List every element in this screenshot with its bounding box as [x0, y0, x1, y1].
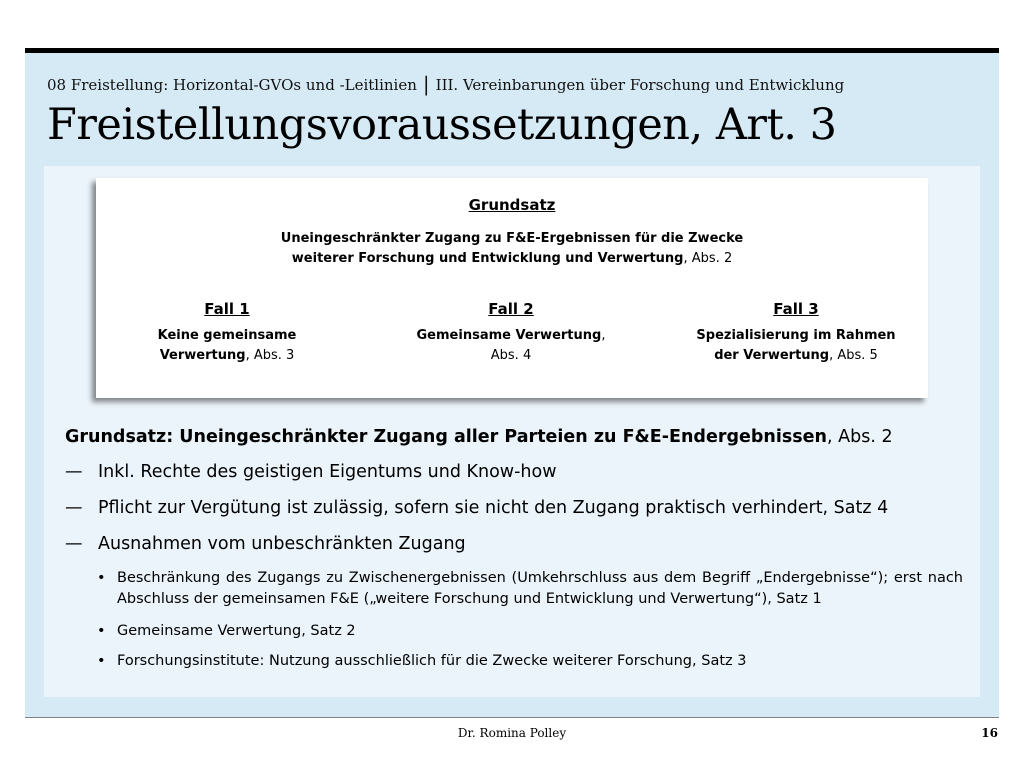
footer-author: Dr. Romina Polley	[457, 726, 567, 740]
main-point-rest: , Abs. 2	[827, 427, 893, 447]
bullet-item-text: Beschränkung des Zugangs zu Zwischenergebnissen (Umkehrschluss aus dem Begriff „Endergebnisse“); erst nach Abschluss der gemeinsamen F&E („weitere Forschung und Entwicklung und Verwertung“), Satz 1	[117, 570, 963, 607]
dash-item-text: Inkl. Rechte des geistigen Eigentums und Know-how	[98, 462, 557, 482]
bullet-item	[97, 651, 963, 672]
case-2-title: Fall 2	[488, 300, 534, 318]
bullet-item	[97, 568, 963, 610]
case-2	[386, 300, 636, 366]
dash-item	[65, 462, 965, 482]
page-number: 16	[981, 726, 998, 740]
principle-line2-bold: weiterer Forschung und Entwicklung und Verwertung	[291, 251, 684, 266]
case-2-text	[386, 326, 636, 366]
case-2-line2-rest: Abs. 4	[490, 348, 532, 363]
case-3-line2-rest: , Abs. 5	[829, 348, 878, 363]
dash-item-text: Pflicht zur Vergütung ist zulässig, sofern sie nicht den Zugang praktisch verhindert, Satz 4	[98, 498, 889, 518]
principle-diagram	[96, 178, 928, 398]
dash-item	[65, 534, 965, 554]
diagram-heading: Grundsatz	[468, 196, 556, 214]
bullet-marker: •	[97, 653, 106, 669]
footer-rule	[25, 717, 999, 718]
case-3-line2-bold: der Verwertung	[714, 348, 830, 363]
case-1-line2-rest: , Abs. 3	[245, 348, 295, 363]
case-3	[671, 300, 921, 366]
case-1-title: Fall 1	[204, 300, 250, 318]
case-1-line1: Keine gemeinsame	[157, 328, 297, 343]
case-2-line1-rest: ,	[601, 328, 606, 343]
bullet-marker: •	[97, 570, 106, 586]
main-point-bold: Grundsatz: Uneingeschränkter Zugang aller Parteien zu F&E-Endergebnissen	[65, 427, 827, 447]
case-1	[102, 300, 352, 366]
breadcrumb-section: III. Vereinbarungen über Forschung und Entwicklung	[435, 76, 845, 94]
case-2-line1-bold: Gemeinsame Verwertung	[416, 328, 602, 343]
breadcrumb	[47, 71, 987, 95]
bullet-item-text: Gemeinsame Verwertung, Satz 2	[117, 623, 356, 639]
page-title: Freistellungsvoraussetzungen, Art. 3	[47, 100, 837, 150]
dash-marker: —	[65, 462, 83, 482]
case-1-text	[102, 326, 352, 366]
breadcrumb-chapter: 08 Freistellung: Horizontal-GVOs und -Leitlinien	[47, 76, 417, 94]
bullet-marker: •	[97, 623, 106, 639]
case-3-line1: Spezialisierung im Rahmen	[696, 328, 896, 343]
principle-line1: Uneingeschränkter Zugang zu F&E-Ergebnissen für die Zwecke	[280, 231, 744, 246]
principle-line2-rest: , Abs. 2	[683, 251, 733, 266]
breadcrumb-separator: |	[422, 72, 430, 96]
case-3-text	[671, 326, 921, 366]
dash-marker: —	[65, 534, 83, 554]
main-point	[65, 427, 965, 447]
case-3-title: Fall 3	[773, 300, 819, 318]
dash-item-text: Ausnahmen vom unbeschränkten Zugang	[98, 534, 466, 554]
bullet-item	[97, 621, 963, 642]
diagram-principle-text	[96, 229, 928, 269]
bullet-item-text: Forschungsinstitute: Nutzung ausschließlich für die Zwecke weiterer Forschung, Satz 3	[117, 653, 747, 669]
dash-item	[65, 498, 965, 518]
case-1-line2-bold: Verwertung	[159, 348, 246, 363]
dash-marker: —	[65, 498, 83, 518]
